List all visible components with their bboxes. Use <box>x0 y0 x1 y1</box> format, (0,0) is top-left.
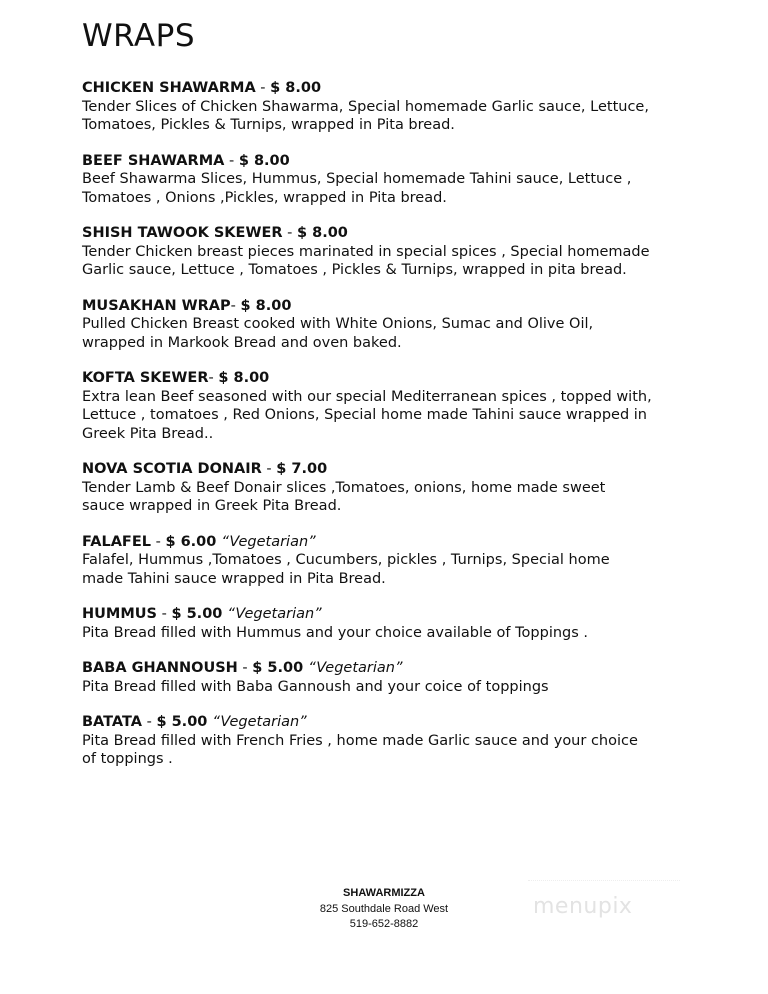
menu-item-header <box>82 533 722 552</box>
menu-item-header <box>82 659 722 678</box>
menu-item-price: $ 8.00 <box>238 152 290 169</box>
menu-item-description: Tender Lamb & Beef Donair slices ,Tomatoes, onions, home made sweet sauce wrapped in Greek Pita Bread. <box>82 479 606 514</box>
menu-item-tag: “Vegetarian” <box>221 533 316 550</box>
menu-item-description: Beef Shawarma Slices, Hummus, Special homemade Tahini sauce, Lettuce , Tomatoes , Onions ,Pickles, wrapped in Pita bread. <box>82 171 632 206</box>
menu-item-8 <box>82 605 722 642</box>
menu-item-price: $ 5.00 <box>171 606 223 622</box>
menu-item-separator: - <box>142 714 157 730</box>
menu-item-name: CHICKEN SHAWARMA <box>82 80 256 96</box>
menu-item-separator: - <box>255 80 271 96</box>
menu-item-separator: - <box>150 533 166 550</box>
menu-item-description: Pita Bread filled with Hummus and your choice available of Toppings . <box>82 624 589 641</box>
menu-item-header <box>82 224 722 243</box>
menu-item-10 <box>82 713 722 769</box>
menu-item-price: $ 8.00 <box>218 370 270 386</box>
menu-item-1 <box>82 79 722 135</box>
menu-item-tag: “Vegetarian” <box>212 714 307 730</box>
menu-item-name: FALAFEL <box>82 533 151 550</box>
menu-item-3 <box>82 224 722 280</box>
menu-item-name: SHISH TAWOOK SKEWER <box>82 225 283 241</box>
menu-item-2 <box>82 152 722 208</box>
menu-item-description: Tender Slices of Chicken Shawarma, Special homemade Garlic sauce, Lettuce, Tomatoes, Pickles & Turnips, wrapped in Pita bread. <box>82 98 649 133</box>
menu-item-name: KOFTA SKEWER <box>82 370 209 386</box>
menu-item-price: $ 8.00 <box>270 80 322 96</box>
menu-item-tag: “Vegetarian” <box>227 606 322 622</box>
menu-item-9 <box>82 659 722 696</box>
menu-item-description: Pulled Chicken Breast cooked with White Onions, Sumac and Olive Oil, wrapped in Markook Bread and oven baked. <box>82 316 594 351</box>
menu-item-description: Falafel, Hummus ,Tomatoes , Cucumbers, pickles , Turnips, Special home made Tahini sauce wrapped in Pita Bread. <box>82 552 610 587</box>
menu-item-description: Tender Chicken breast pieces marinated in special spices , Special homemade Garlic sauce, Lettuce , Tomatoes , Pickles & Turnips, wrapped in pita bread. <box>82 243 650 278</box>
restaurant-address: 825 Southdale Road West <box>319 902 449 915</box>
menu-item-header <box>82 152 722 171</box>
page-title: WRAPS <box>82 18 196 54</box>
menu-item-separator: - <box>230 297 241 314</box>
menu-item-header <box>82 79 722 98</box>
menu-item-separator: - <box>237 660 253 676</box>
menu-item-5 <box>82 369 722 443</box>
menu-item-name: BEEF SHAWARMA <box>82 152 225 169</box>
restaurant-phone: 519-652-8882 <box>349 918 419 930</box>
menu-item-header <box>82 297 722 316</box>
menu-item-name: MUSAKHAN WRAP <box>82 297 231 314</box>
menupix-watermark: menupix <box>533 894 633 919</box>
menu-item-header <box>82 369 722 388</box>
menu-item-7 <box>82 533 722 589</box>
menu-item-price: $ 7.00 <box>276 461 328 477</box>
menu-item-header <box>82 605 722 624</box>
menu-item-tag: “Vegetarian” <box>308 660 403 676</box>
menu-item-description: Pita Bread filled with Baba Gannoush and your coice of toppings <box>82 678 549 695</box>
menu-item-name: BATATA <box>82 714 142 730</box>
menu-item-description: Extra lean Beef seasoned with our special Mediterranean spices , topped with, Lettuce , tomatoes , Red Onions, Special home made Tahini sauce wrapped in Greek Pita Bread.. <box>82 388 652 442</box>
menu-item-header <box>82 460 722 479</box>
menu-item-separator: - <box>261 461 277 477</box>
menu-item-4 <box>82 297 722 353</box>
menu-item-description: Pita Bread filled with French Fries , home made Garlic sauce and your choice of toppings . <box>82 732 638 767</box>
menu-item-name: BABA GHANNOUSH <box>82 660 238 676</box>
menu-item-separator: - <box>282 225 297 241</box>
menu-item-6 <box>82 460 722 516</box>
menu-item-header <box>82 713 722 732</box>
menu-item-name: HUMMUS <box>82 606 157 622</box>
menu-item-separator: - <box>208 370 219 386</box>
footer <box>0 886 768 933</box>
menu-list <box>82 79 722 786</box>
menu-item-name: NOVA SCOTIA DONAIR <box>82 461 262 477</box>
menu-item-price: $ 8.00 <box>296 225 348 241</box>
menu-item-price: $ 6.00 <box>165 533 217 550</box>
menu-item-price: $ 5.00 <box>252 660 304 676</box>
menu-item-price: $ 5.00 <box>156 714 208 730</box>
menu-item-separator: - <box>224 152 239 169</box>
menu-item-separator: - <box>157 606 172 622</box>
restaurant-name: SHAWARMIZZA <box>343 887 425 899</box>
menu-item-price: $ 8.00 <box>240 297 292 314</box>
